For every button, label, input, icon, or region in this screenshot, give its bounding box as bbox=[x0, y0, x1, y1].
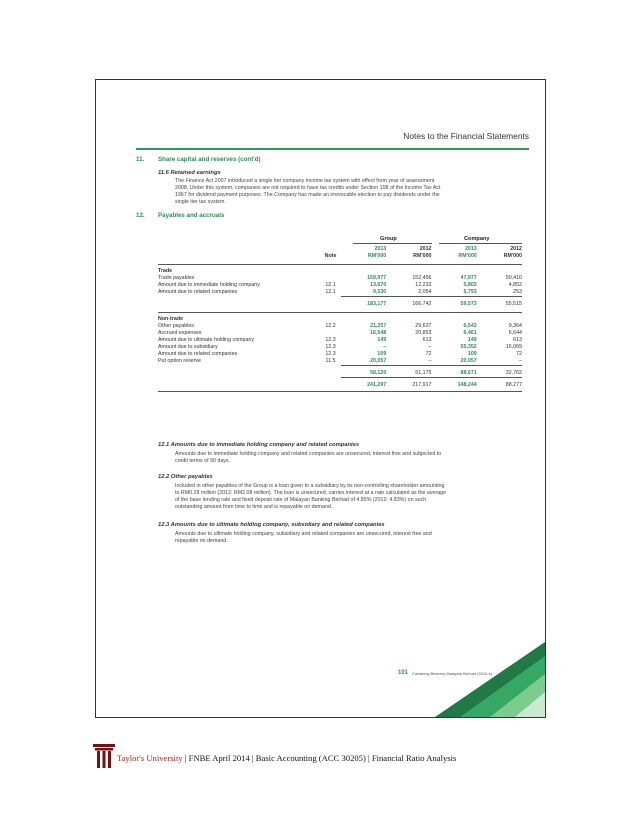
row-label: Amount due to immediate holding company bbox=[158, 282, 260, 288]
table-row bbox=[158, 337, 522, 344]
row-note: 12.1 bbox=[325, 282, 336, 288]
cell-value: 55,352 bbox=[460, 344, 477, 350]
cell-value: 613 bbox=[513, 337, 522, 343]
cell-value: 109 bbox=[377, 351, 387, 357]
footer-brand: Taylor's University bbox=[117, 753, 183, 763]
cell-value: – bbox=[428, 344, 432, 350]
table-row bbox=[158, 282, 522, 289]
note-12-3-text bbox=[175, 531, 432, 545]
unit-header: RM'000 bbox=[458, 253, 477, 259]
cell-value: 149 bbox=[377, 337, 387, 343]
cell-value: 149 bbox=[467, 337, 477, 343]
text-line: 1967 for dividend payment purposes. The Company has made an irrevocable election to pay dividends under the bbox=[175, 191, 440, 198]
text-line: credit terms of 90 days. bbox=[175, 457, 231, 464]
row-note: 12.2 bbox=[325, 323, 336, 329]
row-note bbox=[320, 275, 341, 282]
row-note: 11.5 bbox=[325, 358, 336, 365]
row-note bbox=[320, 330, 341, 337]
company-rule bbox=[439, 243, 522, 244]
text-line: single tier tax system. bbox=[175, 198, 226, 205]
group-heading: Group bbox=[380, 236, 397, 242]
total-value: 88,277 bbox=[505, 382, 522, 388]
row-label: Put option reserve bbox=[158, 358, 201, 365]
footer-text: | FNBE April 2014 | Basic Accounting (ACC 30205) | Financial Ratio Analysis bbox=[182, 753, 457, 763]
unit-header: RM'000 bbox=[367, 253, 387, 259]
note-11-6-text bbox=[175, 178, 440, 206]
table-unit-row bbox=[158, 253, 522, 260]
subtotal-value: 58,120 bbox=[370, 370, 387, 376]
section-12-number: 12. bbox=[136, 212, 145, 219]
year-header: 2013 bbox=[464, 246, 477, 252]
page-footer bbox=[117, 753, 456, 763]
table-subtotal-row bbox=[158, 301, 522, 308]
section-12-title: Payables and accruals bbox=[158, 212, 225, 219]
subtotal-value: 51,175 bbox=[415, 370, 432, 376]
section-11-number: 11. bbox=[136, 156, 145, 163]
row-label: Trade payables bbox=[158, 275, 195, 281]
row-note: 12.3 bbox=[325, 337, 336, 343]
cell-value: 29,637 bbox=[415, 323, 432, 329]
header-rule bbox=[136, 148, 529, 150]
row-note: 12.3 bbox=[325, 351, 336, 357]
group-rule bbox=[353, 243, 432, 244]
note-12-1-title: 12.1 Amounts due to immediate holding company and related companies bbox=[158, 442, 360, 448]
table-row bbox=[158, 289, 522, 297]
cell-value: 50,410 bbox=[505, 275, 522, 281]
cell-value: 6,644 bbox=[508, 330, 522, 336]
row-label: Amount due to related companies bbox=[158, 351, 238, 357]
row-label: Amount due to related companies bbox=[158, 289, 238, 296]
note-11-6-title: 11.6 Retained earnings bbox=[158, 170, 221, 176]
note-header: Note bbox=[324, 253, 337, 259]
year-header: 2013 bbox=[374, 246, 387, 252]
cell-value: 159,977 bbox=[367, 275, 387, 281]
text-line: 2008. Under this system, companies are not required to have tax credits under Section 108 of the Income Tax Act bbox=[175, 184, 441, 191]
cell-value: 152,456 bbox=[412, 275, 432, 281]
cell-value: 9,530 bbox=[373, 289, 387, 295]
table-row bbox=[158, 358, 522, 366]
page-header: Notes to the Financial Statements bbox=[403, 131, 529, 141]
subtotal-value: 59,573 bbox=[460, 301, 477, 307]
row-note: 12.3 bbox=[325, 344, 336, 350]
cell-value: 47,977 bbox=[460, 275, 477, 281]
note-12-1-text bbox=[175, 451, 441, 465]
subtotal-value: 183,177 bbox=[367, 301, 387, 307]
cell-value: 16,548 bbox=[370, 330, 387, 336]
cell-value: – bbox=[383, 344, 387, 350]
cell-value: 21,257 bbox=[370, 323, 387, 329]
cell-value: 6,543 bbox=[463, 323, 477, 329]
cell-value: – bbox=[428, 358, 432, 364]
cell-value: 5,803 bbox=[463, 282, 477, 288]
row-label: Amount due to subsidiary bbox=[158, 344, 218, 350]
trade-label: Trade bbox=[158, 268, 173, 274]
row-note: 12.1 bbox=[325, 289, 336, 296]
text-line: Included in other payables of the Group is a loan given to a subsidiary by its non-controlling shareholder amounting bbox=[175, 483, 445, 489]
text-line: Amounts due to ultimate holding company, subsidiary and related companies are unsecured, interest free and bbox=[175, 531, 432, 537]
table-row bbox=[158, 316, 522, 323]
green-corner-graphic bbox=[415, 642, 545, 717]
subtotal-value: 88,671 bbox=[460, 370, 477, 376]
note-12-2-text bbox=[175, 483, 446, 511]
table-row bbox=[158, 330, 522, 337]
cell-value: – bbox=[519, 358, 522, 364]
subtotal-value: 32,762 bbox=[505, 370, 522, 376]
year-header: 2012 bbox=[510, 246, 522, 252]
table-subtotal-row bbox=[158, 370, 522, 378]
cell-value: 109 bbox=[467, 351, 477, 357]
row-label: Amount due to ultimate holding company bbox=[158, 337, 254, 343]
total-value: 148,244 bbox=[457, 382, 477, 388]
year-header: 2012 bbox=[419, 246, 432, 252]
cell-value: 9,364 bbox=[508, 323, 522, 329]
cell-value: 20,057 bbox=[460, 358, 477, 364]
cell-value: 5,793 bbox=[463, 289, 477, 295]
section-11-title: Share capital and reserves (cont'd) bbox=[158, 156, 261, 163]
company-heading: Company bbox=[464, 236, 490, 242]
text-line: Amounts due to immediate holding company and related companies are unsecured, interest free and subjected to bbox=[175, 451, 442, 457]
table-row bbox=[158, 344, 522, 351]
cell-value: 16,069 bbox=[505, 344, 522, 350]
page-company-name: Carlsberg Brewery Malaysia Berhad (9210-k) bbox=[412, 671, 493, 676]
cell-value: 2,054 bbox=[418, 289, 432, 295]
cell-value: 613 bbox=[422, 337, 432, 343]
university-logo-icon bbox=[93, 744, 115, 768]
table-row bbox=[158, 268, 522, 275]
nontrade-label: Non-trade bbox=[158, 316, 184, 322]
row-label: Accrued expenses bbox=[158, 330, 202, 336]
text-line: of the base lending rate and fixed deposit rate of Malayan Banking Berhad of 4.85% (2012: 4.83%) on such bbox=[175, 496, 427, 503]
text-line: The Finance Act 2007 introduced a single tier company income tax system with effect from year of assessment bbox=[175, 178, 435, 184]
total-value: 217,917 bbox=[412, 382, 432, 388]
document-page bbox=[95, 79, 546, 718]
row-label: Other payables bbox=[158, 323, 194, 329]
page-number: 101 bbox=[398, 670, 409, 676]
cell-value: 20,853 bbox=[415, 330, 432, 336]
text-line: outstanding amount from time to time and is repayable on demand. bbox=[175, 503, 333, 510]
cell-value: 12,232 bbox=[415, 282, 432, 288]
cell-value: 13,670 bbox=[370, 282, 387, 288]
table-total-row bbox=[158, 382, 522, 389]
cell-value: 72 bbox=[425, 351, 432, 357]
table-row bbox=[158, 323, 522, 330]
subtotal-value: 55,515 bbox=[505, 301, 522, 307]
cell-value: 253 bbox=[513, 289, 522, 295]
table-row bbox=[158, 275, 522, 282]
text-line: to RM0.28 million (2012: RM2.08 million). The loan is unsecured, carries interest at a rate calculated as the average bbox=[175, 489, 447, 496]
cell-value: 6,461 bbox=[463, 330, 477, 336]
total-value: 241,297 bbox=[367, 382, 387, 388]
unit-header: RM'000 bbox=[413, 253, 432, 259]
note-12-3-title: 12.3 Amounts due to ultimate holding company, subsidiary and related companies bbox=[158, 522, 385, 528]
note-12-2-title: 12.2 Other payables bbox=[158, 474, 213, 480]
payables-table bbox=[158, 246, 522, 392]
cell-value: 20,057 bbox=[370, 358, 387, 364]
cell-value: 4,852 bbox=[508, 282, 522, 288]
table-year-row bbox=[158, 246, 522, 253]
cell-value: 72 bbox=[516, 351, 522, 357]
subtotal-value: 166,742 bbox=[412, 301, 432, 307]
table-row bbox=[158, 351, 522, 358]
unit-header: RM'000 bbox=[503, 253, 522, 259]
text-line: repayable on demand. bbox=[175, 537, 228, 544]
